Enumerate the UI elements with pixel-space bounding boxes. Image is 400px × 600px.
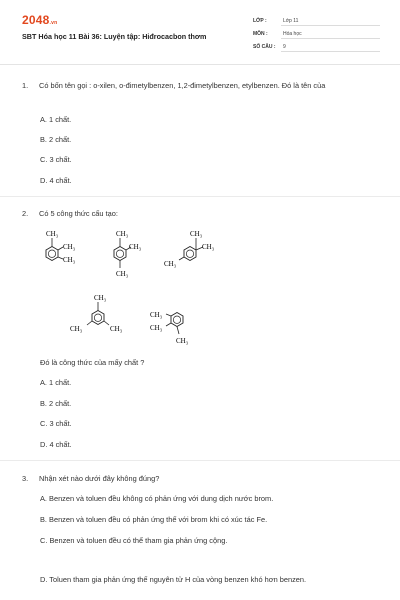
benzene-ring-image xyxy=(146,306,206,352)
methyl-label: CH₃ xyxy=(150,311,163,319)
question-1 xyxy=(22,80,382,104)
benzene-ring-image xyxy=(36,226,96,272)
logo-suffix: .vn xyxy=(49,20,58,26)
methyl-label: CH₃ xyxy=(110,325,123,333)
methyl-label: CH₃ xyxy=(129,243,142,251)
structure-2 xyxy=(104,226,164,287)
q2-option-d[interactable]: D. 4 chất. xyxy=(40,440,72,449)
q1-option-d[interactable]: D. 4 chất. xyxy=(40,176,72,185)
q1-option-a[interactable]: A. 1 chất. xyxy=(40,115,72,124)
methyl-label: CH₃ xyxy=(70,325,83,333)
benzene-ring-image xyxy=(68,290,138,340)
structure-3 xyxy=(162,226,232,277)
methyl-label: CH₃ xyxy=(150,324,163,332)
meta-count-label: SỐ CÂU : xyxy=(253,44,276,50)
document-title: SBT Hóa học 11 Bài 36: Luyện tập: Hiđrocacbon thơm xyxy=(22,32,207,41)
site-logo[interactable] xyxy=(22,13,57,27)
q2-option-a[interactable]: A. 1 chất. xyxy=(40,378,72,387)
question-2 xyxy=(22,208,382,220)
divider xyxy=(281,25,380,26)
question-3 xyxy=(22,473,382,485)
meta-subject-label: MÔN : xyxy=(253,31,268,37)
question-text: Nhận xét nào dưới đây không đúng? xyxy=(39,474,160,483)
structure-5 xyxy=(146,306,206,357)
q3-option-c[interactable]: C. Benzen và toluen đều có thể tham gia phản ứng cộng. xyxy=(40,536,228,545)
meta-count-value: 9 xyxy=(283,44,286,50)
page-header xyxy=(0,0,400,64)
logo-text: 2048 xyxy=(22,13,50,27)
methyl-label: CH₃ xyxy=(94,294,107,302)
question-followup: Đó là công thức của mấy chất ? xyxy=(40,358,145,367)
q1-option-c[interactable]: C. 3 chất. xyxy=(40,155,72,164)
benzene-ring-image xyxy=(162,226,232,272)
question-divider xyxy=(0,196,400,197)
question-text: Có 5 công thức cấu tạo: xyxy=(39,209,118,218)
question-number: 3. xyxy=(22,474,29,483)
methyl-label: CH₃ xyxy=(116,270,129,278)
q1-option-b[interactable]: B. 2 chất. xyxy=(40,135,72,144)
methyl-label: CH₃ xyxy=(63,243,76,251)
methyl-label: CH₃ xyxy=(46,230,59,238)
meta-subject xyxy=(253,29,380,39)
meta-count xyxy=(253,42,380,52)
divider xyxy=(281,38,380,39)
methyl-label: CH₃ xyxy=(164,260,177,268)
methyl-label: CH₃ xyxy=(176,337,189,345)
benzene-ring-image xyxy=(104,226,164,282)
q3-option-d[interactable]: D. Toluen tham gia phản ứng thế nguyên tử H của vòng benzen khó hơn benzen. xyxy=(40,575,307,584)
question-number: 2. xyxy=(22,209,29,218)
divider xyxy=(281,51,380,52)
header-divider xyxy=(0,64,400,65)
meta-class-label: LỚP : xyxy=(253,18,267,24)
meta-subject-value: Hóa học xyxy=(283,31,302,37)
q3-option-a[interactable]: A. Benzen và toluen đều không có phản ứng với dung dịch nước brom. xyxy=(40,494,274,503)
q2-option-b[interactable]: B. 2 chất. xyxy=(40,399,72,408)
question-number: 1. xyxy=(22,81,29,90)
meta-class-value: Lớp 11 xyxy=(283,18,299,24)
question-text: Có bốn tên gọi : o-xilen, o-đimetylbenzen, 1,2-đimetylbenzen, etylbenzen. Đó là tên của xyxy=(39,81,326,90)
q2-option-c[interactable]: C. 3 chất. xyxy=(40,419,72,428)
methyl-label: CH₃ xyxy=(63,256,76,264)
methyl-label: CH₃ xyxy=(202,243,215,251)
meta-class xyxy=(253,16,380,26)
q3-option-b[interactable]: B. Benzen và toluen đều có phản ứng thế với brom khi có xúc tác Fe. xyxy=(40,515,268,524)
methyl-label: CH₃ xyxy=(116,230,129,238)
structure-1 xyxy=(36,226,96,277)
question-divider xyxy=(0,460,400,461)
methyl-label: CH₃ xyxy=(190,230,203,238)
structure-4 xyxy=(68,290,138,345)
